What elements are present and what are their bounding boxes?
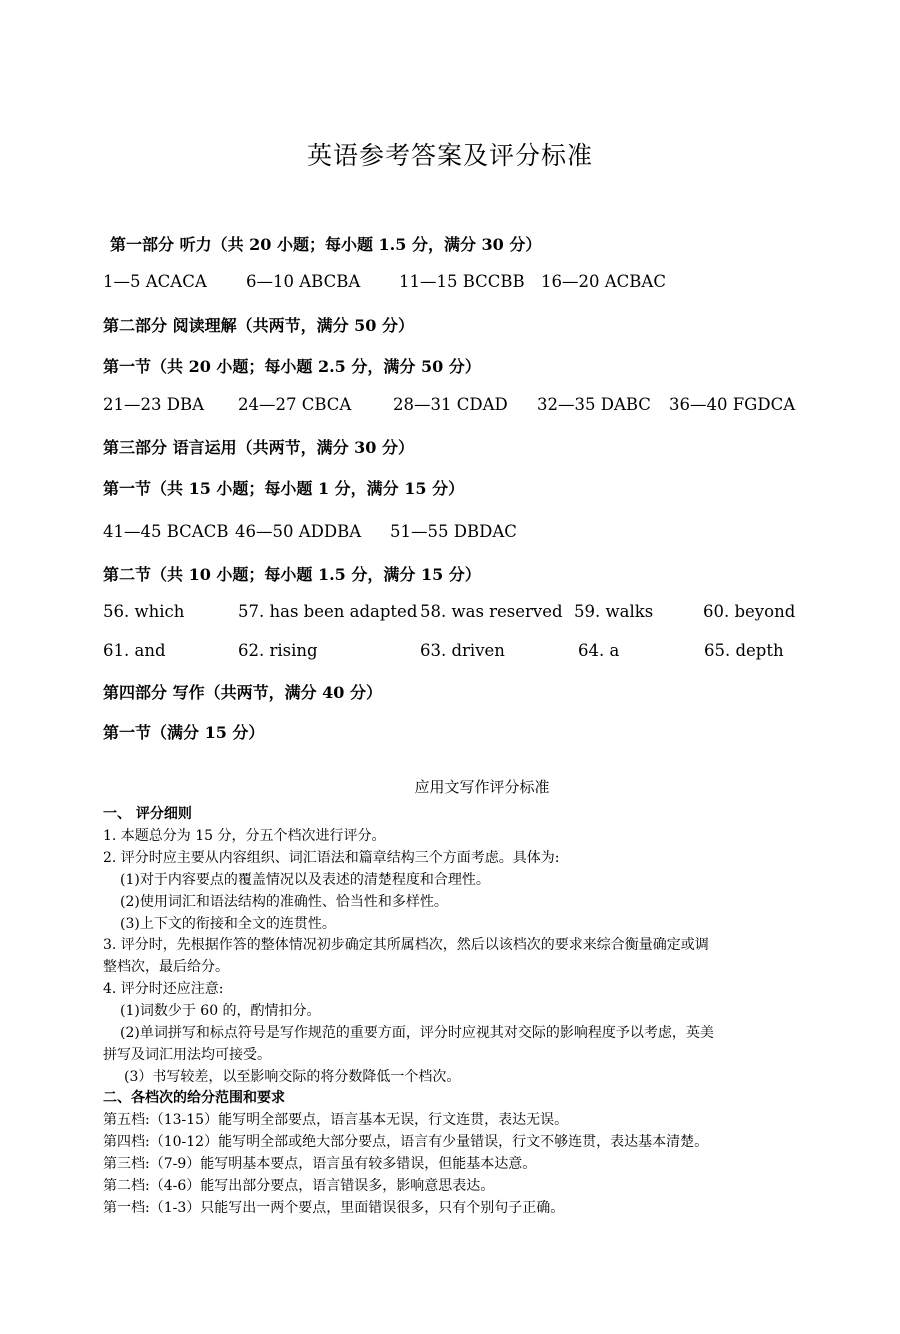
rubric-level: 第三档:（7-9）能写明基本要点，语言虽有较多错误，但能基本达意。 — [103, 1156, 537, 1172]
answer-item: 64. a — [578, 641, 620, 660]
answer-item: 58. was reserved — [420, 602, 563, 621]
answer-group: 41—45 BCACB — [103, 522, 229, 541]
answer-group: 28—31 CDAD — [393, 395, 508, 414]
part2-section1-heading: 第一节（共 20 小题；每小题 2.5 分，满分 50 分） — [103, 357, 481, 376]
rubric-line: (3）书写较差，以至影响交际的将分数降低一个档次。 — [124, 1069, 461, 1085]
rubric-line: (1)对于内容要点的覆盖情况以及表述的清楚程度和合理性。 — [120, 872, 490, 888]
answer-item: 56. which — [103, 602, 185, 621]
answer-group: 24—27 CBCA — [238, 395, 352, 414]
answer-group: 16—20 ACBAC — [541, 272, 666, 291]
rubric-level: 第五档:（13-15）能写明全部要点，语言基本无误，行文连贯，表达无误。 — [103, 1112, 569, 1128]
part3-heading: 第三部分 语言运用（共两节，满分 30 分） — [103, 438, 414, 457]
rubric-line: 2. 评分时应主要从内容组织、词汇语法和篇章结构三个方面考虑。具体为: — [103, 850, 560, 866]
answer-group: 32—35 DABC — [537, 395, 651, 414]
rubric-line: 1. 本题总分为 15 分，分五个档次进行评分。 — [103, 828, 386, 844]
answer-group: 51—55 DBDAC — [390, 522, 517, 541]
part3-section2-heading: 第二节（共 10 小题；每小题 1.5 分，满分 15 分） — [103, 565, 481, 584]
rubric-line: (2)单词拼写和标点符号是写作规范的重要方面，评分时应视其对交际的影响程度予以考虑，英美 — [120, 1025, 714, 1041]
rubric-line: 3. 评分时，先根据作答的整体情况初步确定其所属档次，然后以该档次的要求来综合衡量确定或调 — [103, 937, 709, 953]
part3-section1-heading: 第一节（共 15 小题；每小题 1 分，满分 15 分） — [103, 479, 465, 498]
answer-item: 57. has been adapted — [238, 602, 418, 621]
answer-item: 62. rising — [238, 641, 318, 660]
rubric-level: 第二档:（4-6）能写出部分要点，语言错误多，影响意思表达。 — [103, 1178, 495, 1194]
rubric-line: 拼写及词汇用法均可接受。 — [103, 1047, 271, 1063]
answer-group: 46—50 ADDBA — [235, 522, 362, 541]
rubric-level: 第四档:（10-12）能写明全部或绝大部分要点，语言有少量错误，行文不够连贯，表达基本清楚。 — [103, 1134, 709, 1150]
answer-item: 65. depth — [704, 641, 784, 660]
rubric-line: (3)上下文的衔接和全文的连贯性。 — [120, 916, 336, 932]
rubric-line: 整档次，最后给分。 — [103, 959, 229, 975]
answer-item: 63. driven — [420, 641, 505, 660]
answer-item: 60. beyond — [703, 602, 796, 621]
answer-group: 11—15 BCCBB — [399, 272, 525, 291]
rubric-detail-heading: 一、 评分细则 — [103, 806, 192, 822]
rubric-line: 4. 评分时还应注意: — [103, 981, 224, 997]
page-title: 英语参考答案及评分标准 — [306, 141, 593, 170]
answer-item: 59. walks — [574, 602, 654, 621]
answer-item: 61. and — [103, 641, 166, 660]
rubric-levels-heading: 二、各档次的给分范围和要求 — [103, 1090, 285, 1106]
rubric-line: (2)使用词汇和语法结构的准确性、恰当性和多样性。 — [120, 894, 448, 910]
answer-group: 6—10 ABCBA — [246, 272, 361, 291]
part1-heading: 第一部分 听力（共 20 小题；每小题 1.5 分，满分 30 分） — [110, 235, 542, 254]
answer-group: 36—40 FGDCA — [669, 395, 796, 414]
rubric-line: (1)词数少于 60 的，酌情扣分。 — [120, 1003, 321, 1019]
rubric-title: 应用文写作评分标准 — [414, 778, 550, 796]
part4-section1-heading: 第一节（满分 15 分） — [103, 723, 265, 742]
rubric-level: 第一档:（1-3）只能写出一两个要点，里面错误很多，只有个别句子正确。 — [103, 1200, 565, 1216]
part4-heading: 第四部分 写作（共两节，满分 40 分） — [103, 683, 382, 702]
answer-group: 21—23 DBA — [103, 395, 205, 414]
part2-heading: 第二部分 阅读理解（共两节，满分 50 分） — [103, 316, 414, 335]
answer-group: 1—5 ACACA — [103, 272, 207, 291]
